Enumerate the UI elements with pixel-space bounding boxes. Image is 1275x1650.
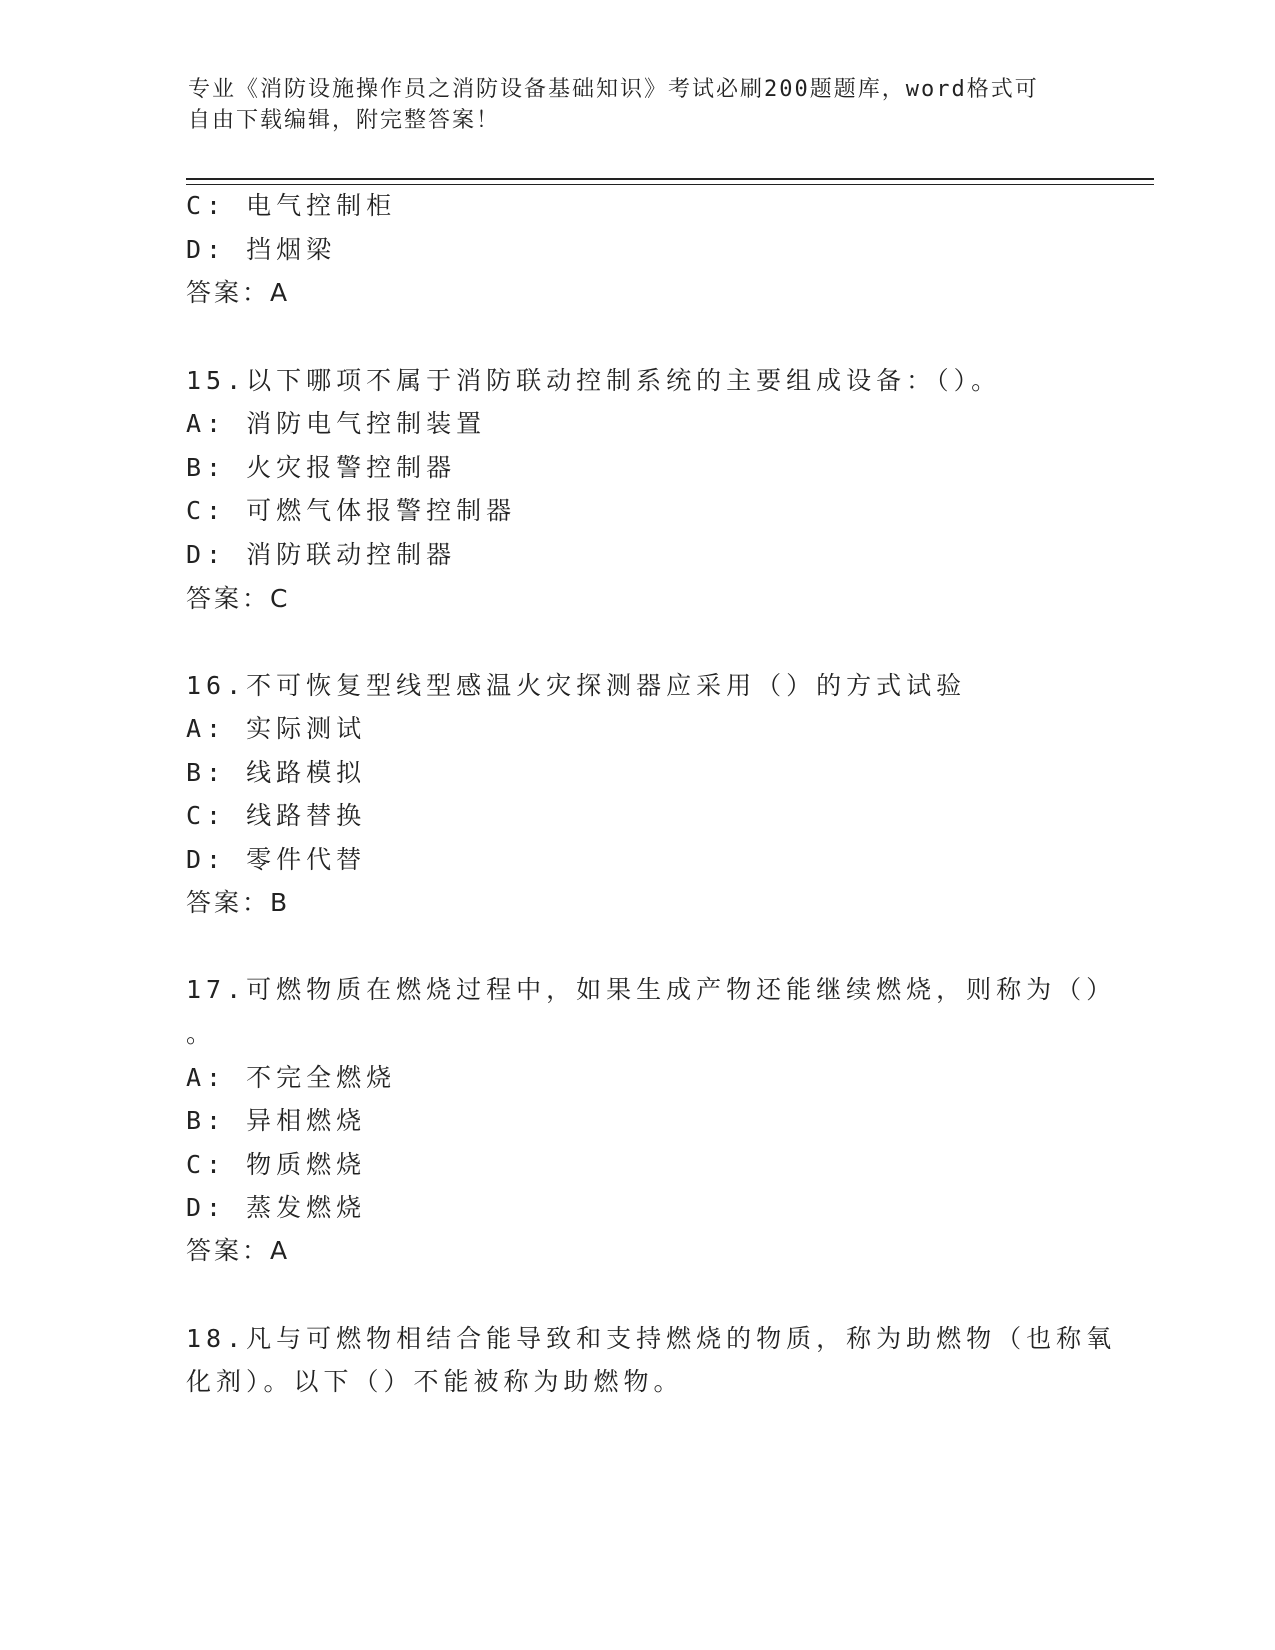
q16-option-c: C: 线路替换 [186, 801, 367, 830]
q17-answer: 答案：A [186, 1236, 291, 1265]
q15-option-b: B: 火灾报警控制器 [186, 453, 457, 482]
header-divider-thick [186, 178, 1154, 180]
header-divider-thin [186, 184, 1154, 185]
q15-answer: 答案：C [186, 584, 291, 613]
q16-option-a: A: 实际测试 [186, 714, 367, 743]
q15-option-c: C: 可燃气体报警控制器 [186, 496, 517, 525]
q14-option-c: C: 电气控制柜 [186, 191, 397, 220]
q17-option-d: D: 蒸发燃烧 [186, 1193, 367, 1222]
q16-option-d: D: 零件代替 [186, 845, 367, 874]
q14-answer: 答案：A [186, 278, 291, 307]
document-header [188, 74, 1088, 136]
q14-option-d: D: 挡烟梁 [186, 235, 337, 264]
q16-answer: 答案：B [186, 888, 291, 917]
header-line-2: 自由下载编辑，附完整答案！ [188, 108, 501, 133]
q17-question-line-1: 17.可燃物质在燃烧过程中，如果生成产物还能继续燃烧，则称为（） [186, 975, 1117, 1004]
q16-question: 16.不可恢复型线型感温火灾探测器应采用（）的方式试验 [186, 671, 967, 700]
q15-option-a: A: 消防电气控制装置 [186, 409, 487, 438]
q15-option-d: D: 消防联动控制器 [186, 540, 457, 569]
q17-option-b: B: 异相燃烧 [186, 1106, 367, 1135]
q18-question-line-1: 18.凡与可燃物相结合能导致和支持燃烧的物质，称为助燃物（也称氧 [186, 1324, 1117, 1353]
q18-question-line-2: 化剂）。以下（）不能被称为助燃物。 [186, 1367, 684, 1396]
q16-option-b: B: 线路模拟 [186, 758, 367, 787]
q17-option-a: A: 不完全燃烧 [186, 1063, 397, 1092]
header-line-1: 专业《消防设施操作员之消防设备基础知识》考试必刷200题题库，word格式可 [188, 77, 1039, 102]
q17-option-c: C: 物质燃烧 [186, 1150, 367, 1179]
q15-question: 15.以下哪项不属于消防联动控制系统的主要组成设备：（）。 [186, 366, 1002, 395]
q17-question-line-2: 。 [186, 1019, 217, 1048]
